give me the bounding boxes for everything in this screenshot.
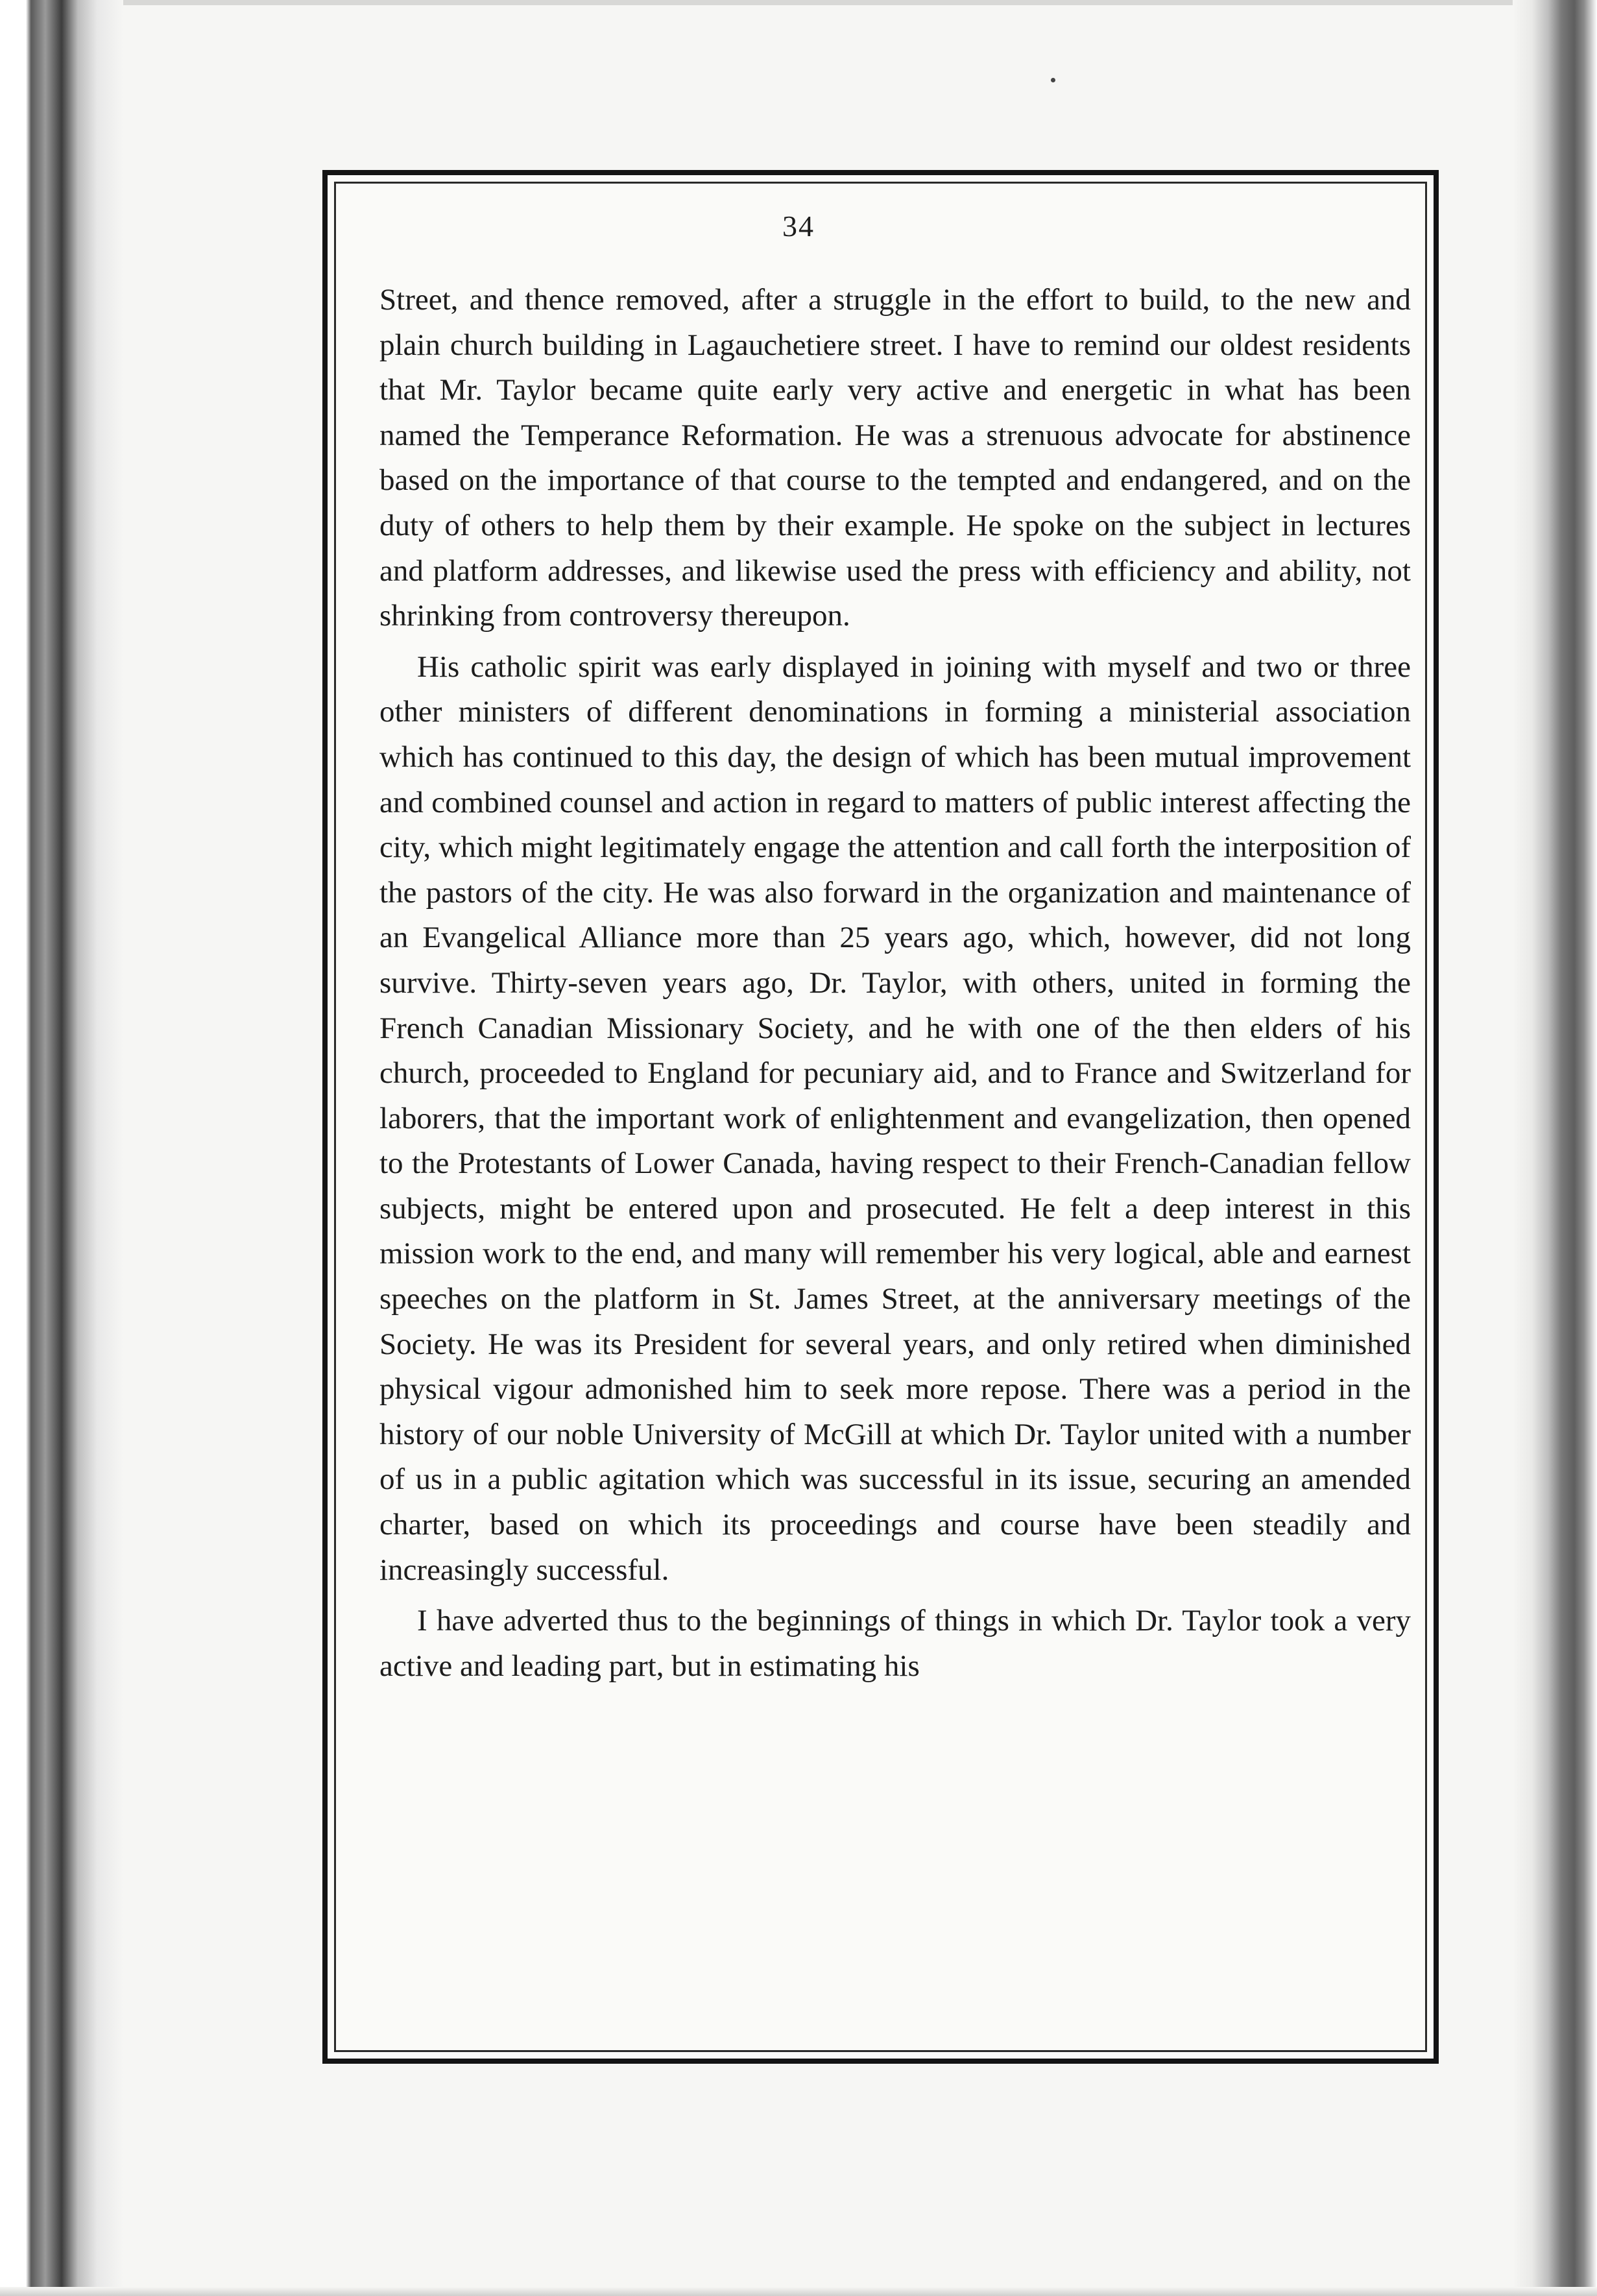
- scan-bottom-edge: [0, 2287, 1597, 2296]
- paragraph-1: Street, and thence removed, after a struggle in the effort to build, to the new and plain church building in Lagauchetiere street. I have to remind our oldest residents that Mr. Taylor became quite early very active and energetic in what has been named the Temperance Reformation. He was a strenuous advocate for abstinence based on the importance of that course to the tempted and endangered, and on the duty of others to help them by their example. He spoke on the subject in lectures and platform addresses, and likewise used the press with efficiency and ability, not shrinking from controversy thereupon.: [379, 283, 1411, 633]
- body-text: [379, 278, 1411, 1695]
- paragraph-3: I have adverted thus to the beginnings of things in which Dr. Taylor took a very active and leading part, but in estimating his: [379, 1604, 1411, 1683]
- page-right-edge: [1513, 0, 1597, 2296]
- scan-top-edge: [0, 0, 1597, 5]
- book-binding-shadow: [0, 0, 123, 2296]
- scan-speck: [1051, 78, 1055, 82]
- page-number: 34: [782, 210, 815, 243]
- paragraph-2: His catholic spirit was early displayed in joining with myself and two or three other ministers of different denominations in forming a ministerial association which has continued to this day, the design of which has been mutual improvement and combined counsel and action in regard to matters of public interest affecting the city, which might legitimately engage the attention and call forth the interposition of the pastors of the city. He was also forward in the organization and maintenance of an Evangelical Alliance more than 25 years ago, which, however, did not long survive. Thirty-seven years ago, Dr. Taylor, with others, united in forming the French Canadian Missionary Society, and he with one of the then elders of his church, proceeded to England for pecuniary aid, and to France and Switzerland for laborers, that the important work of enlightenment and evangelization, then opened to the Protestants of Lower Canada, having respect to their French-Canadian fellow subjects, might be entered upon and prosecuted. He felt a deep interest in this mission work to the end, and many will remember his very logical, able and earnest speeches on the platform in St. James Street, at the anniversary meetings of the Society. He was its President for several years, and only retired when diminished physical vigour admonished him to seek more repose. There was a period in the history of our noble University of McGill at which Dr. Taylor united with a number of us in a public agitation which was successful in its issue, securing an amended charter, based on which its proceedings and course have been steadily and increasingly successful.: [379, 649, 1411, 1587]
